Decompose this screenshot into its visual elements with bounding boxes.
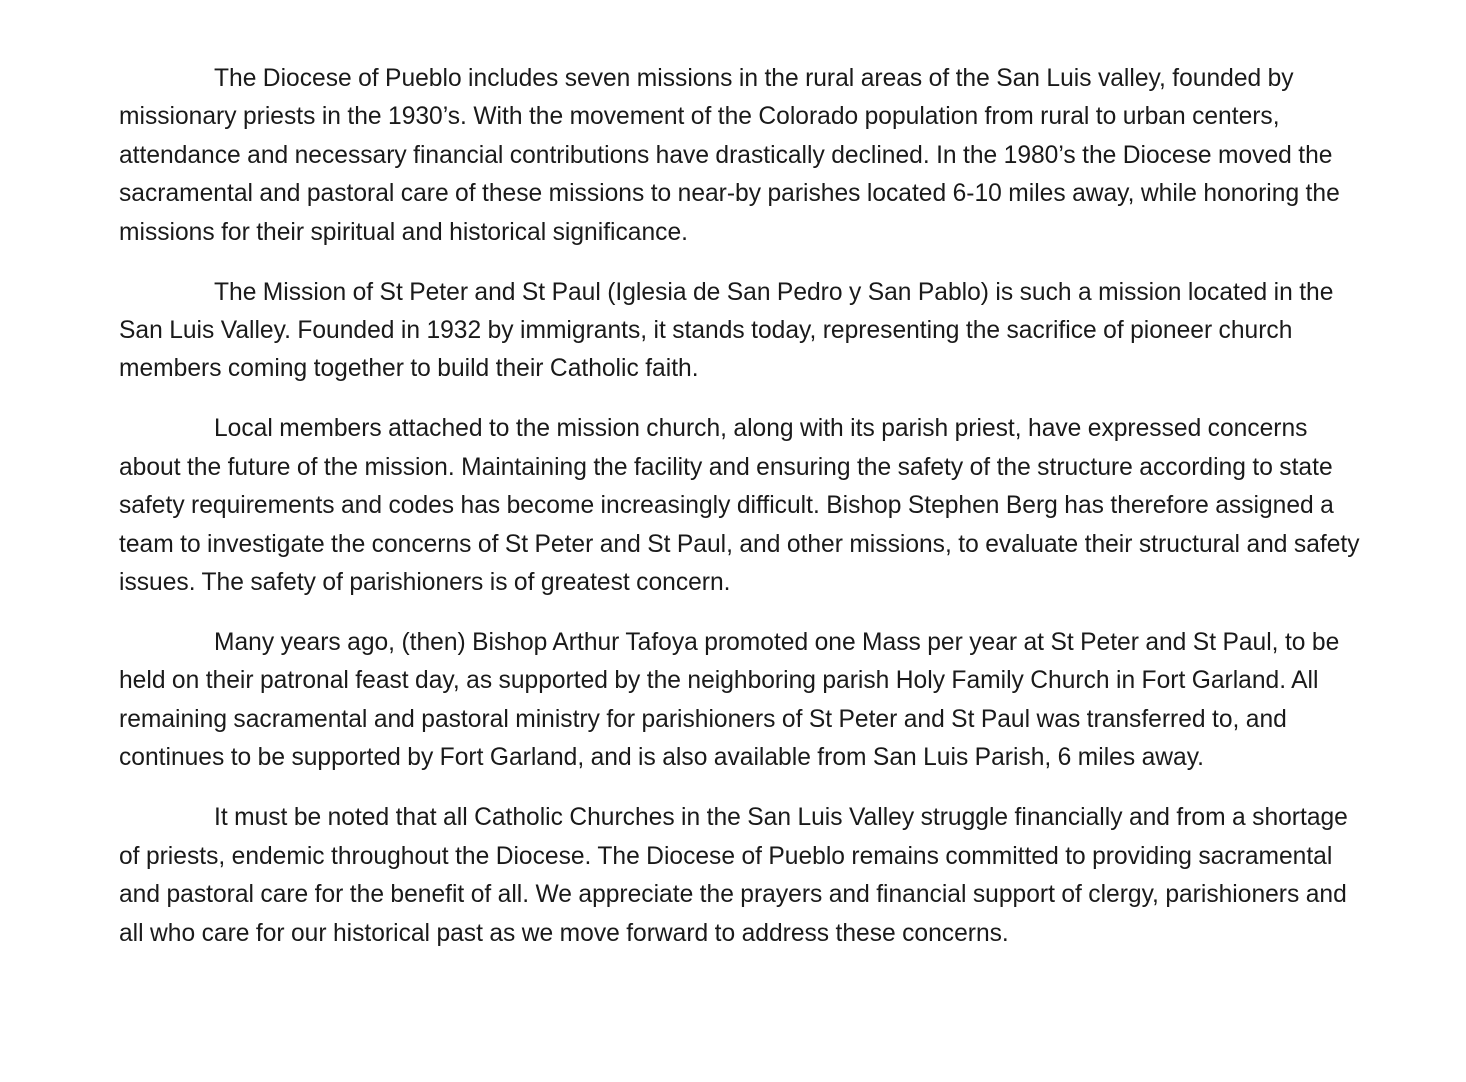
paragraph-local-concerns: Local members attached to the mission church, along with its parish priest, have expressed concerns about the future of the mission. Maintaining the facility and ensuring the safety of the structure according to state safety requirements and codes has become increasingly difficult. Bishop Stephen Berg has therefore assigned a team to investigate the concerns of St Peter and St Paul, and other missions, to evaluate their structural and safety issues. The safety of parishioners is of greatest concern. [119,415,1360,597]
paragraph-closing: It must be noted that all Catholic Churches in the San Luis Valley struggle financially and from a shortage of priests, endemic throughout the Diocese. The Diocese of Pueblo remains committed to providing sacramental and pastoral care for the benefit of all. We appreciate the prayers and financial support of clergy, parishioners and all who care for our historical past as we move forward to address these concerns. [119,804,1348,947]
paragraph-diocese-missions: The Diocese of Pueblo includes seven missions in the rural areas of the San Luis valley, founded by missionary priests in the 1930’s. With the movement of the Colorado population from rural to urban centers, attendance and necessary financial contributions have drastically declined. In the 1980’s the Diocese moved the sacramental and pastoral care of these missions to near-by parishes located 6-10 miles away, while honoring the missions for their spiritual and historical significance. [119,65,1340,246]
paragraph-st-peter-st-paul: The Mission of St Peter and St Paul (Iglesia de San Pedro y San Pablo) is such a mission located in the San Luis Valley. Founded in 1932 by immigrants, it stands today, representing the sacrifice of pioneer church members coming together to build their Catholic faith. [119,278,1334,383]
document-body [119,60,1369,953]
paragraph-annual-mass: Many years ago, (then) Bishop Arthur Tafoya promoted one Mass per year at St Peter and St Paul, to be held on their patronal feast day, as supported by the neighboring parish Holy Family Church in Fort Garland. All remaining sacramental and pastoral ministry for parishioners of St Peter and St Paul was transferred to, and continues to be supported by Fort Garland, and is also available from San Luis Parish, 6 miles away. [119,629,1340,772]
